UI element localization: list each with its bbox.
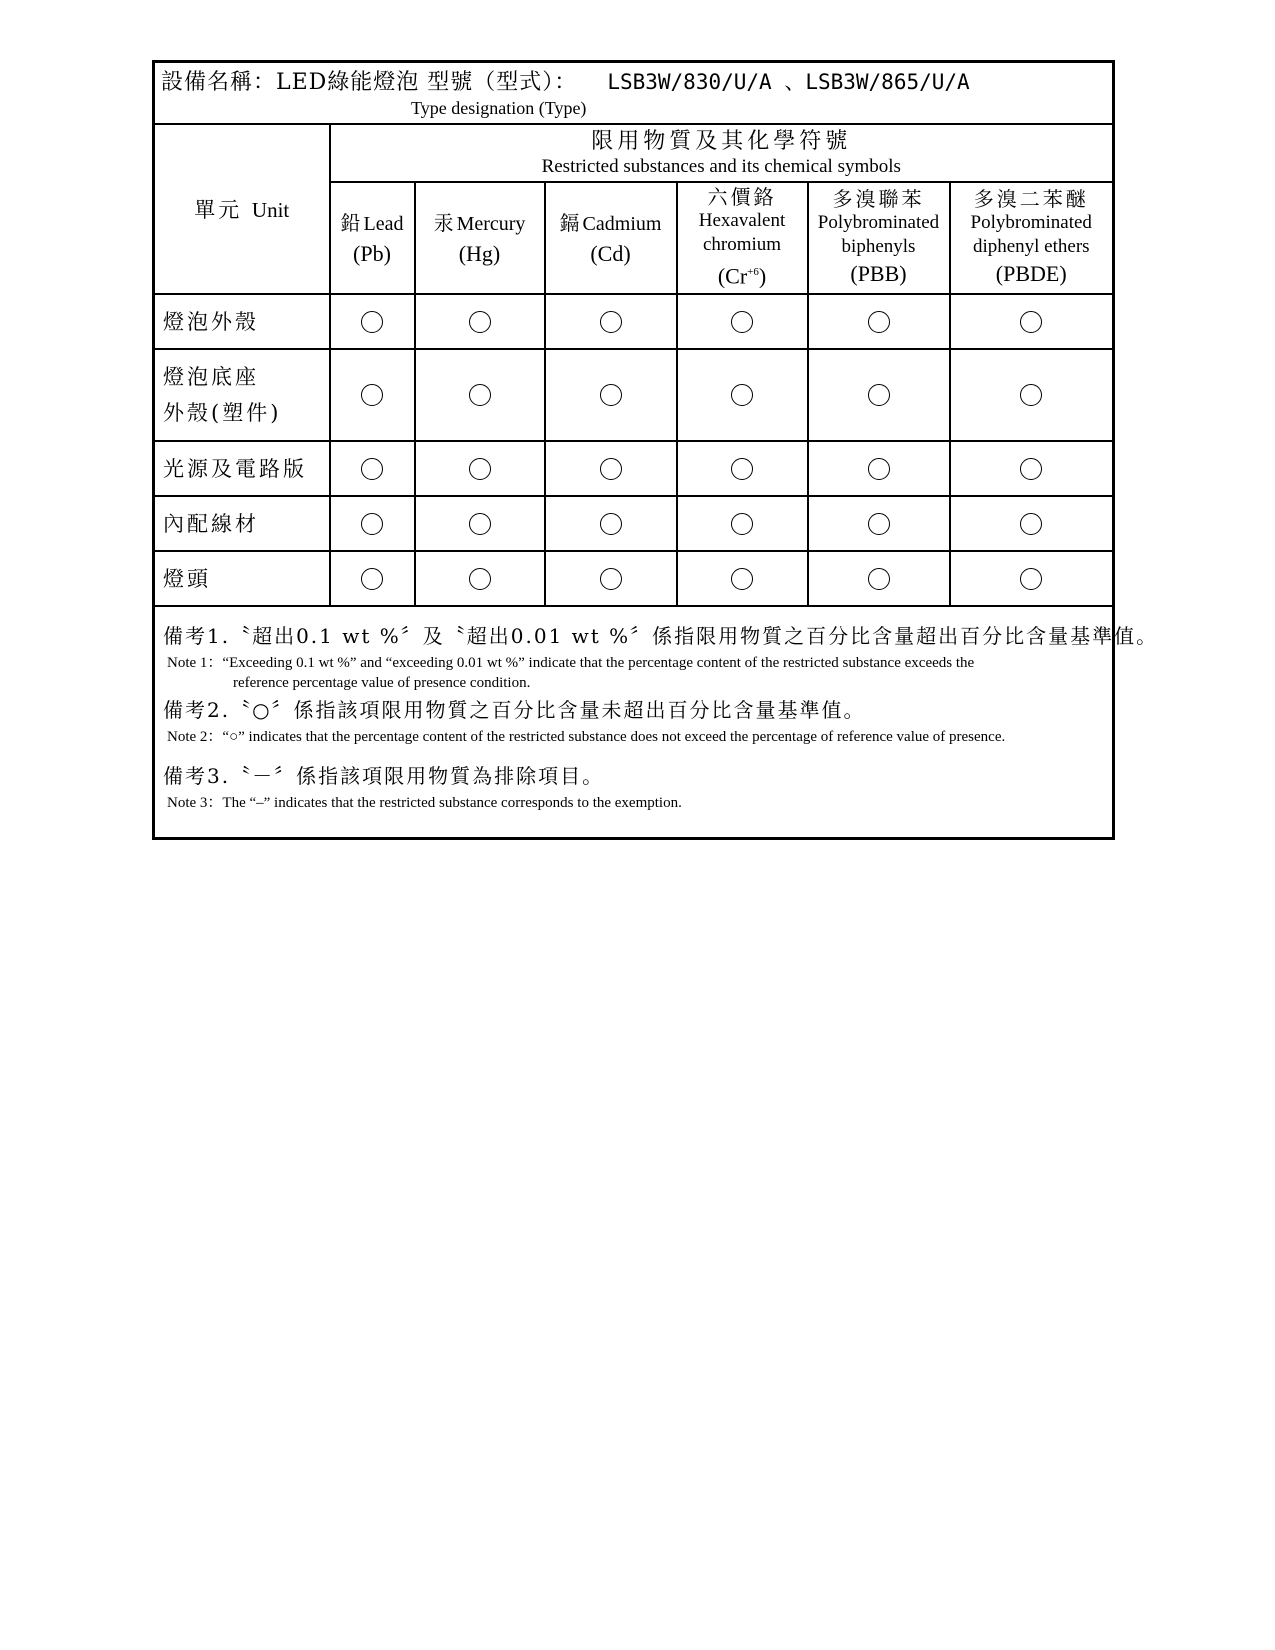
group-header-en: Restricted substances and its chemical symbols: [541, 156, 901, 177]
compliance-mark: [330, 551, 415, 606]
notes-cell: [154, 606, 1159, 839]
circle-icon: [600, 568, 622, 590]
unit-label-zh: 單元: [194, 198, 243, 222]
substance-en-line1: Polybrominated: [970, 212, 1092, 233]
row-label: 燈泡外殼: [154, 294, 330, 349]
substance-header-cadmium: [545, 182, 677, 294]
compliance-mark: [808, 349, 950, 441]
compliance-mark: [545, 441, 677, 496]
circle-icon: [600, 311, 622, 333]
circle-icon: [731, 568, 753, 590]
compliance-mark: [677, 551, 808, 606]
substance-en: Lead: [363, 212, 404, 235]
substance-symbol: [678, 257, 807, 291]
circle-icon: [1020, 458, 1042, 480]
compliance-mark: [330, 294, 415, 349]
model-numbers: LSB3W/830/U/A 、LSB3W/865/U/A: [607, 70, 970, 94]
compliance-mark: [545, 551, 677, 606]
circle-icon: [600, 384, 622, 406]
compliance-mark: [808, 294, 950, 349]
unit-label-en: Unit: [251, 198, 290, 222]
circle-icon: [469, 384, 491, 406]
compliance-mark: [808, 551, 950, 606]
circle-icon: [469, 513, 491, 535]
table-row: [154, 441, 1114, 496]
circle-icon: [1020, 384, 1042, 406]
compliance-mark: [950, 496, 1114, 551]
substance-header-pbde: [950, 182, 1114, 294]
notes-row: [154, 606, 1114, 839]
substance-zh: 多溴聯苯: [832, 187, 925, 211]
table-row: [154, 349, 1114, 441]
circle-icon: [469, 311, 491, 333]
table-row: [154, 496, 1114, 551]
unit-header: [154, 124, 330, 294]
circle-icon: [868, 513, 890, 535]
compliance-mark: [415, 349, 545, 441]
compliance-mark: [330, 496, 415, 551]
symbol-superscript: +6: [747, 265, 759, 278]
circle-icon: [1020, 311, 1042, 333]
substance-header-lead: [330, 182, 415, 294]
substance-symbol: (Hg): [458, 240, 501, 266]
circle-icon: [361, 568, 383, 590]
compliance-mark: [330, 441, 415, 496]
restricted-substances-header: [330, 124, 1114, 182]
substance-symbol: (PBDE): [995, 261, 1067, 286]
symbol-end: ): [758, 263, 767, 289]
type-designation: Type designation (Type): [411, 98, 587, 118]
row-label-line2: 外殼(塑件): [163, 401, 282, 425]
compliance-mark: [950, 551, 1114, 606]
compliance-mark: [950, 441, 1114, 496]
compliance-mark: [677, 496, 808, 551]
compliance-mark: [808, 496, 950, 551]
compliance-mark: [545, 294, 677, 349]
equipment-title: [161, 67, 1112, 98]
group-header-zh: 限用物質及其化學符號: [591, 129, 852, 154]
substance-zh: 汞: [433, 210, 457, 235]
compliance-mark: [950, 294, 1114, 349]
compliance-mark: [545, 349, 677, 441]
circle-icon: [1020, 513, 1042, 535]
table-row: [154, 294, 1114, 349]
compliance-mark: [415, 441, 545, 496]
row-label: 內配線材: [154, 496, 330, 551]
title-cell: [154, 62, 1114, 125]
substance-zh: 多溴二苯醚: [973, 187, 1089, 211]
substance-en: Mercury: [456, 212, 526, 235]
note-1-zh: 備考1.〝超出0.1 wt %〞及〝超出0.01 wt %〞係指限用物質之百分比含量超出百分比含量基準值。: [163, 624, 1159, 648]
note-2-zh: 備考2.〝○〞係指該項限用物質之百分比含量未超出百分比含量基準值。: [163, 698, 866, 722]
compliance-mark: [415, 294, 545, 349]
circle-icon: [469, 568, 491, 590]
symbol-base: (Cr: [717, 263, 748, 289]
row-label: 光源及電路版: [154, 441, 330, 496]
circle-icon: [600, 458, 622, 480]
substance-zh: 鉛: [340, 210, 364, 235]
substance-zh: 鎘: [559, 210, 583, 235]
circle-icon: [731, 513, 753, 535]
substance-header-hexavalent-chromium: [677, 182, 808, 294]
compliance-mark: [677, 441, 808, 496]
circle-icon: [868, 568, 890, 590]
circle-icon: [868, 384, 890, 406]
circle-icon: [469, 458, 491, 480]
compliance-mark: [330, 349, 415, 441]
equipment-name: 設備名稱：LED綠能燈泡 型號（型式）：: [161, 70, 578, 95]
compliance-mark: [545, 496, 677, 551]
circle-icon: [361, 384, 383, 406]
circle-icon: [361, 458, 383, 480]
substance-symbol: (Cd): [590, 240, 631, 266]
substance-symbol: (Pb): [353, 240, 391, 266]
substance-en-line2: biphenyls: [841, 236, 916, 257]
substance-en-line2: chromium: [702, 233, 782, 255]
note-2-en: Note 2：“○” indicates that the percentage content of the restricted substance does not exceed the percentage of reference value of presence.: [167, 729, 1006, 745]
note-3-zh: 備考3.〝－〞係指該項限用物質為排除項目。: [163, 764, 605, 788]
compliance-mark: [950, 349, 1114, 441]
substance-header-pbb: [808, 182, 950, 294]
circle-icon: [731, 384, 753, 406]
row-label: 燈頭: [154, 551, 330, 606]
substance-zh: 六價鉻: [707, 184, 777, 209]
circle-icon: [1020, 568, 1042, 590]
substance-header-mercury: [415, 182, 545, 294]
group-header-row: [154, 124, 1114, 182]
row-label: [154, 349, 330, 441]
substance-en-line2: diphenyl ethers: [972, 236, 1090, 257]
substance-en-line1: Hexavalent: [698, 209, 786, 231]
substance-en: Cadmium: [582, 212, 662, 235]
title-row: [154, 62, 1114, 125]
compliance-mark: [415, 551, 545, 606]
compliance-mark: [677, 349, 808, 441]
substance-en-line1: Polybrominated: [817, 212, 940, 233]
substance-symbol: (PBB): [850, 261, 907, 286]
compliance-mark: [808, 441, 950, 496]
note-3-en: Note 3：The “–” indicates that the restricted substance corresponds to the exemption.: [167, 795, 682, 811]
rohs-declaration-table: [152, 60, 1159, 840]
row-label-line1: 燈泡底座: [163, 365, 259, 389]
table-row: [154, 551, 1114, 606]
circle-icon: [731, 458, 753, 480]
note-1-en: Note 1：“Exceeding 0.1 wt %” and “exceeding 0.01 wt %” indicate that the percentage content of the restricted substance exceeds the: [167, 655, 975, 671]
circle-icon: [731, 311, 753, 333]
circle-icon: [361, 513, 383, 535]
circle-icon: [868, 311, 890, 333]
circle-icon: [361, 311, 383, 333]
compliance-mark: [415, 496, 545, 551]
note-1-en-continued: reference percentage value of presence condition.: [233, 675, 531, 691]
circle-icon: [868, 458, 890, 480]
circle-icon: [600, 513, 622, 535]
compliance-mark: [677, 294, 808, 349]
